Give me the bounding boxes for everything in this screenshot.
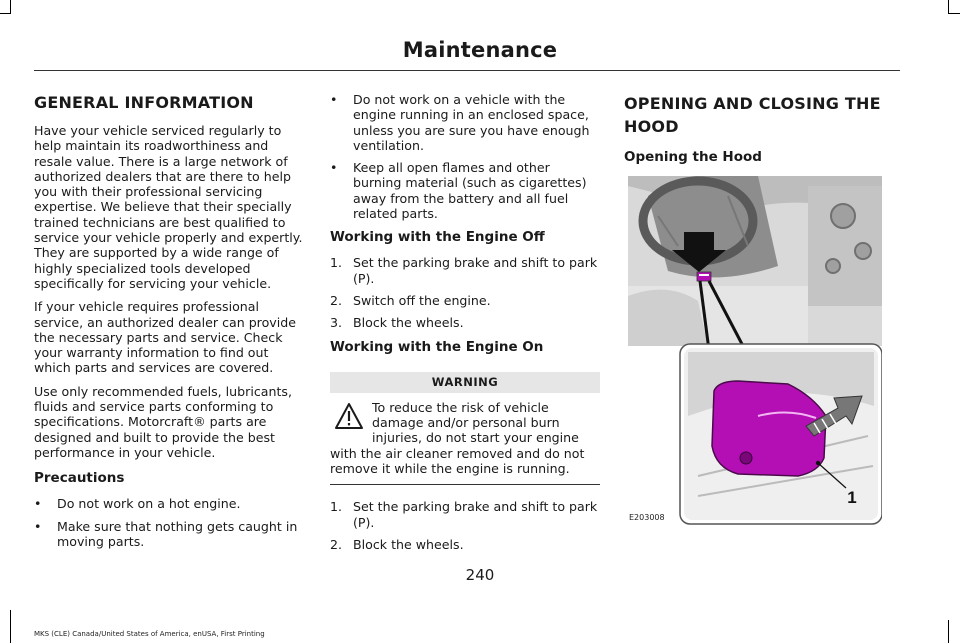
crop-mark-tr-h [948, 13, 960, 14]
warning-triangle-icon [334, 402, 364, 430]
servicing-paragraph: Have your vehicle serviced regularly to help maintain its roadworthiness and resale value. There is a large network of authorized dealers that are there to help you with their professional servicing expertise. We believe that their specially trained technicians are best qualified to service your vehicle properly and expertly. They are supported by a wide range of highly specialized tools developed specifically for servicing your vehicle. [34, 123, 303, 291]
hood-release-handle-small [697, 272, 711, 281]
engine-on-steps [330, 499, 600, 552]
figure-code: E203008 [629, 513, 665, 522]
precautions-list-continued [330, 92, 600, 221]
precautions-heading: Precautions [34, 470, 125, 487]
footer-note: MKS (CLE) Canada/United States of America, enUSA, First Printing [34, 630, 265, 638]
step-text: Set the parking brake and shift to park (P). [353, 255, 598, 286]
list-item [34, 519, 306, 550]
page-number: 240 [465, 566, 495, 584]
recommended-parts-paragraph: Use only recommended fuels, lubricants, fluids and service parts conforming to specifications. Motorcraft® parts are designed and built to provide the best performance in your vehicle. [34, 383, 292, 460]
step-number: 1. [330, 499, 343, 515]
opening-hood-heading: Opening the Hood [624, 149, 762, 165]
bullet-mark: • [34, 518, 42, 534]
page-title: Maintenance [402, 38, 558, 62]
bullet-mark: • [34, 496, 42, 512]
warning-box [330, 372, 600, 486]
step-number: 3. [330, 315, 343, 331]
precautions-list [34, 496, 306, 549]
header-divider [34, 70, 900, 71]
step-text: Block the wheels. [353, 536, 464, 552]
step-number: 2. [330, 536, 343, 552]
engine-off-steps [330, 255, 600, 330]
list-item-text: Make sure that nothing gets caught in moving parts. [57, 518, 298, 549]
step-text: Switch off the engine. [353, 292, 491, 308]
step-item [330, 255, 600, 286]
list-item-text: Do not work on a hot engine. [57, 496, 241, 512]
list-item [330, 92, 600, 153]
bullet-mark: • [330, 160, 338, 176]
bullet-mark: • [330, 92, 338, 107]
hood-release-illustration [628, 176, 882, 526]
crop-mark-bl-v [10, 610, 11, 643]
crop-mark-tl-v [10, 0, 11, 14]
step-item [330, 537, 600, 552]
general-information-heading: GENERAL INFORMATION [34, 93, 254, 112]
list-item [330, 160, 600, 221]
professional-service-paragraph: If your vehicle requires professional service, an authorized dealer can provide the necessary parts and service. Check your warranty information to find out which parts and services are covered. [34, 299, 296, 376]
step-item [330, 315, 600, 330]
column-general-information [34, 92, 306, 556]
step-item [330, 293, 600, 308]
hood-section-heading: OPENING AND CLOSING THE HOOD [624, 94, 881, 136]
list-item [34, 496, 306, 511]
step-text: Set the parking brake and shift to park (P). [353, 499, 598, 530]
warning-label: WARNING [330, 372, 600, 393]
list-item-text: Do not work on a vehicle with the engine running in an enclosed space, unless you are sure you have enough ventilation. [353, 92, 590, 153]
crop-mark-tr-v [948, 0, 949, 14]
warning-text: To reduce the risk of vehicle damage and/or personal burn injuries, do not start your engine with the air cleaner removed and do not remove it while the engine is running. [330, 399, 585, 477]
crop-mark-tl-h [0, 13, 11, 14]
crop-mark-br-v [948, 620, 949, 643]
column-hood [624, 92, 884, 175]
warning-body [330, 393, 600, 485]
column-working-with-engine [330, 92, 600, 559]
step-item [330, 499, 600, 530]
callout-number: 1 [847, 488, 857, 507]
step-text: Block the wheels. [353, 315, 464, 331]
engine-on-heading: Working with the Engine On [330, 338, 544, 355]
engine-off-heading: Working with the Engine Off [330, 229, 545, 246]
step-number: 1. [330, 255, 343, 271]
step-number: 2. [330, 292, 343, 308]
list-item-text: Keep all open flames and other burning material (such as cigarettes) away from the battery and all fuel related parts. [353, 160, 587, 222]
